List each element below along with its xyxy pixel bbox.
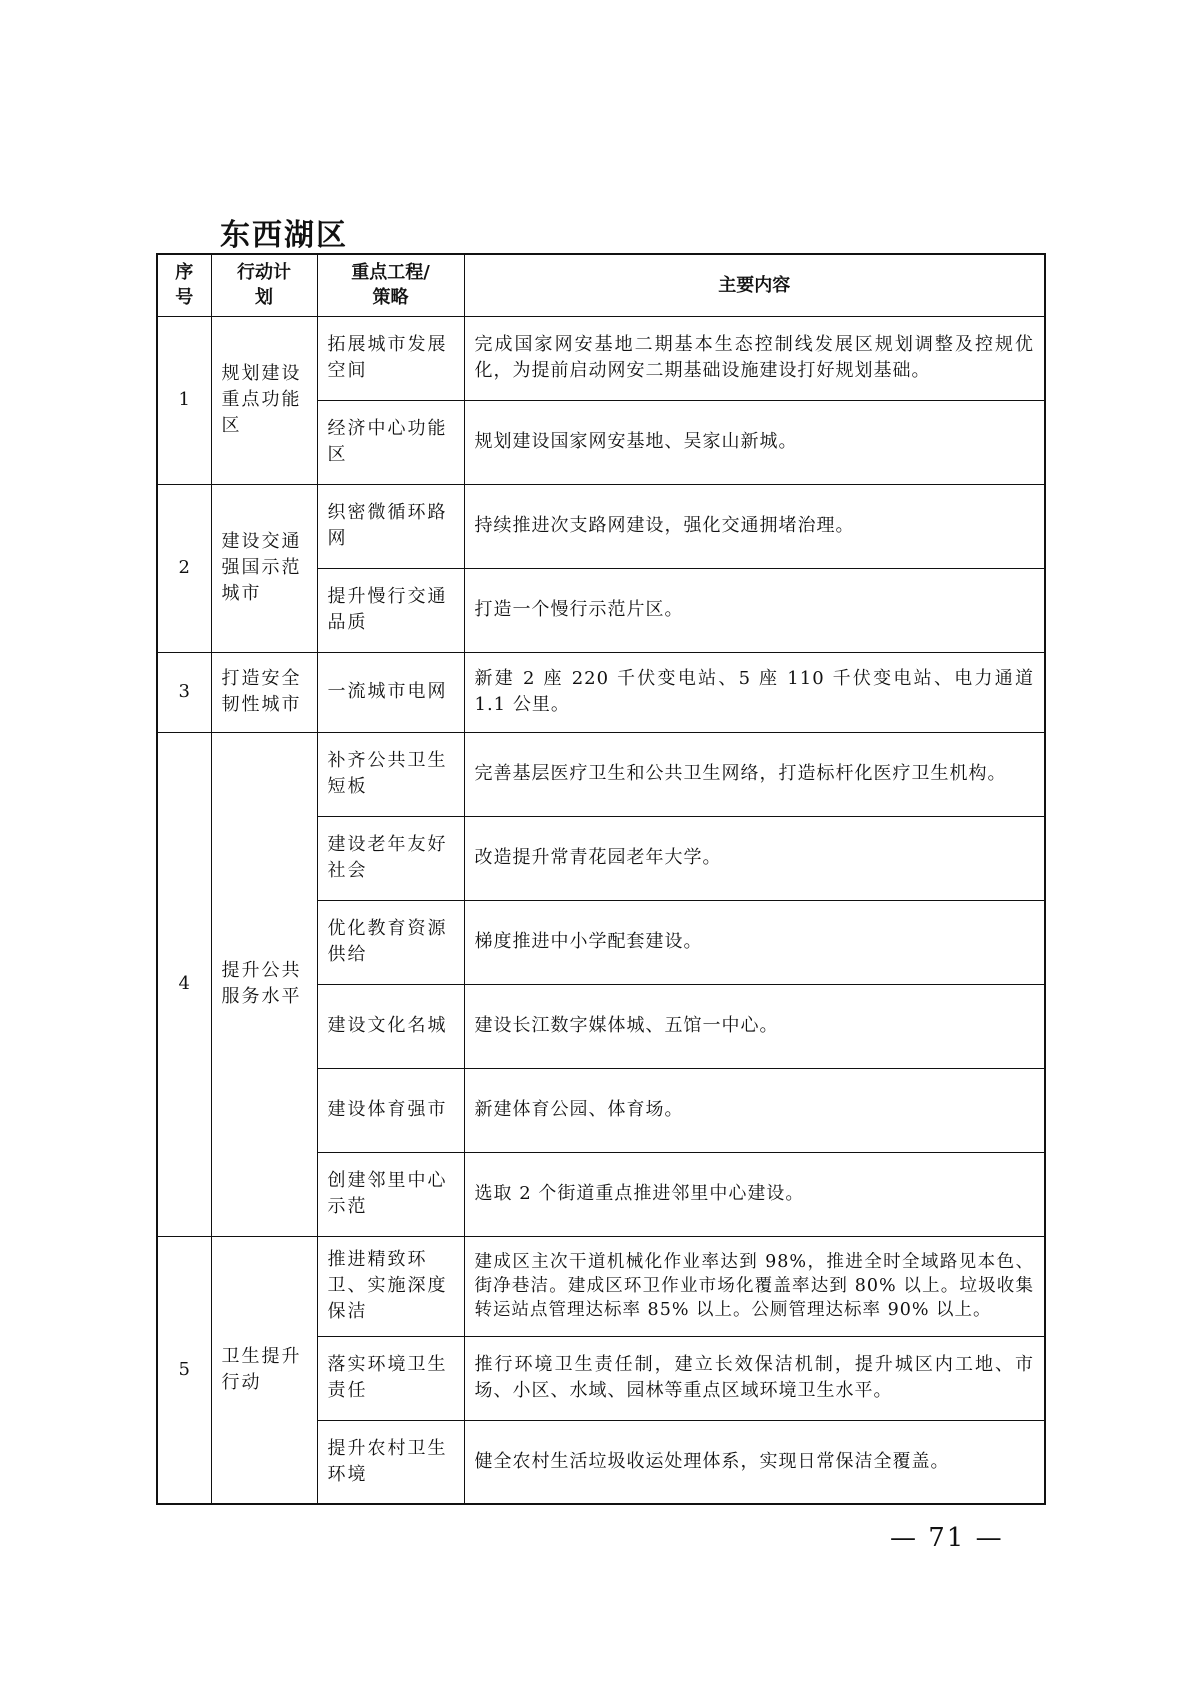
table-row [157, 652, 1045, 732]
action-plan-table [156, 253, 1046, 1505]
table-row [157, 732, 1045, 816]
row-main-content: 打造一个慢行示范片区。 [464, 568, 1045, 652]
row-action-plan: 建设交通强国示范城市 [211, 484, 317, 652]
row-seq-number: 5 [157, 1236, 211, 1504]
row-main-content: 改造提升常青花园老年大学。 [464, 816, 1045, 900]
row-action-plan: 打造安全韧性城市 [211, 652, 317, 732]
row-seq-number: 3 [157, 652, 211, 732]
header-project-text: 重点工程/策略 [351, 262, 430, 309]
row-main-content: 持续推进次支路网建设，强化交通拥堵治理。 [464, 484, 1045, 568]
header-plan-text: 行动计划 [237, 262, 291, 309]
row-main-content: 规划建设国家网安基地、吴家山新城。 [464, 400, 1045, 484]
row-key-project: 建设体育强市 [317, 1068, 464, 1152]
page-number: — 71 — [890, 1523, 1004, 1553]
row-key-project: 建设文化名城 [317, 984, 464, 1068]
row-main-content: 选取 2 个街道重点推进邻里中心建设。 [464, 1152, 1045, 1236]
header-seq: 序号 [157, 254, 211, 316]
row-main-content: 建成区主次干道机械化作业率达到 98%，推进全时全域路见本色、街净巷洁。建成区环卫作业市场化覆盖率达到 80% 以上。垃圾收集转运站点管理达标率 85% 以上。公厕管理达标率 90% 以上。 [464, 1236, 1045, 1336]
table-row [157, 1236, 1045, 1336]
row-action-plan: 规划建设重点功能区 [211, 316, 317, 484]
row-key-project: 拓展城市发展空间 [317, 316, 464, 400]
row-key-project: 优化教育资源供给 [317, 900, 464, 984]
row-key-project: 创建邻里中心示范 [317, 1152, 464, 1236]
row-main-content: 新建 2 座 220 千伏变电站、5 座 110 千伏变电站、电力通道 1.1 公里。 [464, 652, 1045, 732]
row-main-content: 推行环境卫生责任制，建立长效保洁机制，提升城区内工地、市场、小区、水域、园林等重点区域环境卫生水平。 [464, 1336, 1045, 1420]
row-key-project: 推进精致环卫、实施深度保洁 [317, 1236, 464, 1336]
row-main-content: 新建体育公园、体育场。 [464, 1068, 1045, 1152]
row-seq-number: 1 [157, 316, 211, 484]
table-body [157, 316, 1045, 1504]
action-plan-table-container [156, 253, 1046, 1505]
table-row [157, 484, 1045, 568]
page-title: 东西湖区 [220, 218, 348, 253]
header-content: 主要内容 [464, 254, 1045, 316]
row-key-project: 落实环境卫生责任 [317, 1336, 464, 1420]
row-action-plan: 提升公共服务水平 [211, 732, 317, 1236]
table-header-row [157, 254, 1045, 316]
row-main-content: 健全农村生活垃圾收运处理体系，实现日常保洁全覆盖。 [464, 1420, 1045, 1504]
row-key-project: 织密微循环路网 [317, 484, 464, 568]
row-key-project: 提升农村卫生环境 [317, 1420, 464, 1504]
row-main-content: 完成国家网安基地二期基本生态控制线发展区规划调整及控规优化，为提前启动网安二期基础设施建设打好规划基础。 [464, 316, 1045, 400]
table-row [157, 316, 1045, 400]
header-plan [211, 254, 317, 316]
row-seq-number: 2 [157, 484, 211, 652]
row-main-content: 梯度推进中小学配套建设。 [464, 900, 1045, 984]
row-key-project: 经济中心功能区 [317, 400, 464, 484]
row-key-project: 提升慢行交通品质 [317, 568, 464, 652]
row-key-project: 建设老年友好社会 [317, 816, 464, 900]
row-action-plan: 卫生提升行动 [211, 1236, 317, 1504]
row-main-content: 建设长江数字媒体城、五馆一中心。 [464, 984, 1045, 1068]
row-key-project: 一流城市电网 [317, 652, 464, 732]
row-key-project: 补齐公共卫生短板 [317, 732, 464, 816]
header-project [317, 254, 464, 316]
row-seq-number: 4 [157, 732, 211, 1236]
row-main-content: 完善基层医疗卫生和公共卫生网络，打造标杆化医疗卫生机构。 [464, 732, 1045, 816]
